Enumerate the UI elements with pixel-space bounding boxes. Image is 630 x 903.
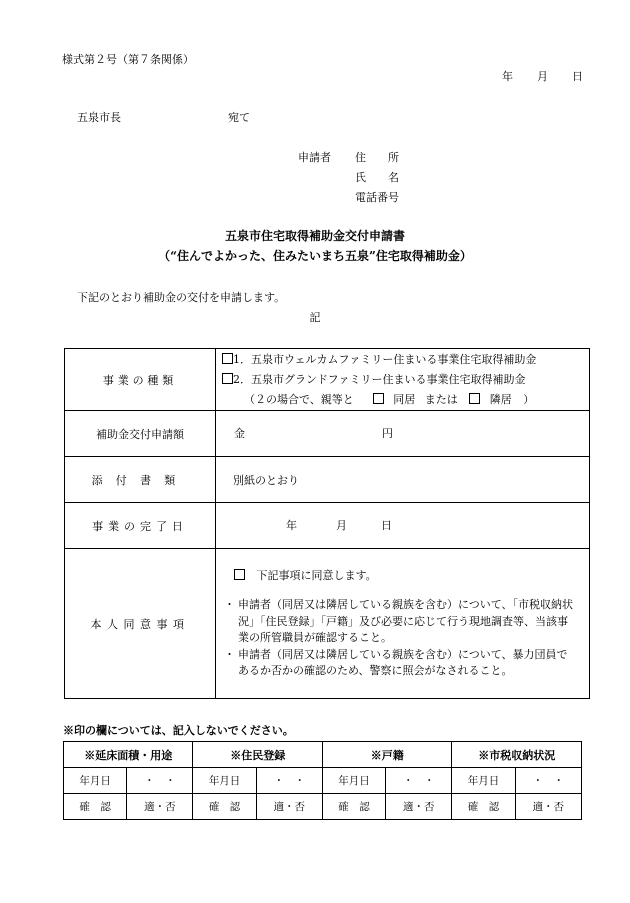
addressee-suffix: 宛て <box>228 111 250 124</box>
office-use-note: ※印の欄については、記入しないでください。 <box>63 724 294 737</box>
family-relation-suffix: ） <box>523 392 535 406</box>
completion-day-label: 日 <box>381 518 392 532</box>
business-type-option-1[interactable] <box>222 350 589 370</box>
consent-item: ・ 申請者（同居又は隣居している親族を含む）について、「市税収納状況」「住民登録」「戸籍」及び必要に応じて行う現地調査等、当該事業の所管職員が確認すること。 <box>226 597 575 647</box>
subsidy-amount-cell[interactable] <box>216 411 590 457</box>
completion-date-cell[interactable] <box>216 503 590 549</box>
office-date-label: 年月日 <box>452 768 515 794</box>
office-confirm-label: 確 認 <box>193 794 256 820</box>
office-confirm-value: 適・否 <box>127 794 193 820</box>
neighbor-checkbox-icon[interactable] <box>469 393 480 404</box>
family-relation-prefix: （２の場合で、親等と <box>244 392 354 406</box>
office-header-floor-area: ※延床面積・用途 <box>64 742 193 768</box>
completion-month-label: 月 <box>336 518 347 532</box>
business-type-option-1-label: 1．五泉市ウェルカムファミリー住まいる事業住宅取得補助金 <box>233 352 537 366</box>
office-date-value: ・ ・ <box>386 768 452 794</box>
date-day-label: 日 <box>572 70 583 83</box>
form-number: 様式第２号（第７条関係） <box>62 53 194 66</box>
consent-label: 本人同意事項 <box>65 549 216 699</box>
cohabit-label: 同居 <box>393 392 416 406</box>
office-header-tax: ※市税収納状況 <box>452 742 582 768</box>
cohabit-checkbox-icon[interactable] <box>373 393 384 404</box>
office-date-label: 年月日 <box>322 768 385 794</box>
intro-text: 下記のとおり補助金の交付を申請します。 <box>77 291 286 304</box>
office-date-value: ・ ・ <box>256 768 322 794</box>
attachments-value: 別紙のとおり <box>233 473 299 487</box>
office-header-residence: ※住民登録 <box>193 742 322 768</box>
office-header-family-register: ※戸籍 <box>322 742 451 768</box>
consent-checkbox-icon[interactable] <box>234 569 245 580</box>
consent-agree-label: 下記事項に同意します。 <box>256 569 377 583</box>
office-date-value: ・ ・ <box>515 768 581 794</box>
date-month-label: 月 <box>537 70 548 83</box>
addressee: 五泉市長 <box>77 111 121 124</box>
office-use-table <box>63 741 582 820</box>
office-date-label: 年月日 <box>64 768 127 794</box>
subsidy-amount-label: 補助金交付申請額 <box>65 411 216 457</box>
checkbox-icon[interactable] <box>222 373 233 384</box>
applicant-phone-label: 電話番号 <box>355 191 399 204</box>
business-type-label: 事業の種類 <box>65 349 216 411</box>
office-confirm-label: 確 認 <box>322 794 385 820</box>
attachments-cell <box>216 457 590 503</box>
date-year-label: 年 <box>502 70 513 83</box>
neighbor-label: 隣居 <box>489 392 512 406</box>
business-type-option-2-label: 2．五泉市グランドファミリー住まいる事業住宅取得補助金 <box>233 372 526 386</box>
office-confirm-value: 適・否 <box>515 794 581 820</box>
consent-item: ・ 申請者（同居又は隣居している親族を含む）について、暴力団員であるか否かの確認のため、警察に照会がなされること。 <box>226 647 575 680</box>
applicant-label: 申請者 <box>298 151 331 164</box>
office-date-value: ・ ・ <box>127 768 193 794</box>
office-confirm-value: 適・否 <box>386 794 452 820</box>
family-relation-note <box>222 390 589 410</box>
application-table <box>64 348 590 699</box>
or-label: または <box>424 392 458 406</box>
consent-agree[interactable] <box>226 567 575 583</box>
applicant-address-label: 住 所 <box>355 151 399 164</box>
office-confirm-label: 確 認 <box>452 794 515 820</box>
office-confirm-label: 確 認 <box>64 794 127 820</box>
office-date-label: 年月日 <box>193 768 256 794</box>
document-subtitle: （“住んでよかった、住みたいまち五泉”住宅取得補助金） <box>158 249 472 263</box>
amount-unit: 円 <box>382 426 393 440</box>
completion-date-label: 事業の完了日 <box>65 503 216 549</box>
applicant-name-label: 氏 名 <box>355 171 399 184</box>
consent-items <box>226 597 575 680</box>
attachments-label: 添付書類 <box>65 457 216 503</box>
amount-prefix: 金 <box>234 426 245 440</box>
office-confirm-value: 適・否 <box>256 794 322 820</box>
completion-year-label: 年 <box>286 518 297 532</box>
consent-cell <box>216 549 590 699</box>
checkbox-icon[interactable] <box>222 353 233 364</box>
business-type-option-2[interactable] <box>222 370 589 390</box>
document-title: 五泉市住宅取得補助金交付申請書 <box>224 229 405 243</box>
ki-mark: 記 <box>309 311 321 324</box>
business-type-cell <box>216 349 590 411</box>
